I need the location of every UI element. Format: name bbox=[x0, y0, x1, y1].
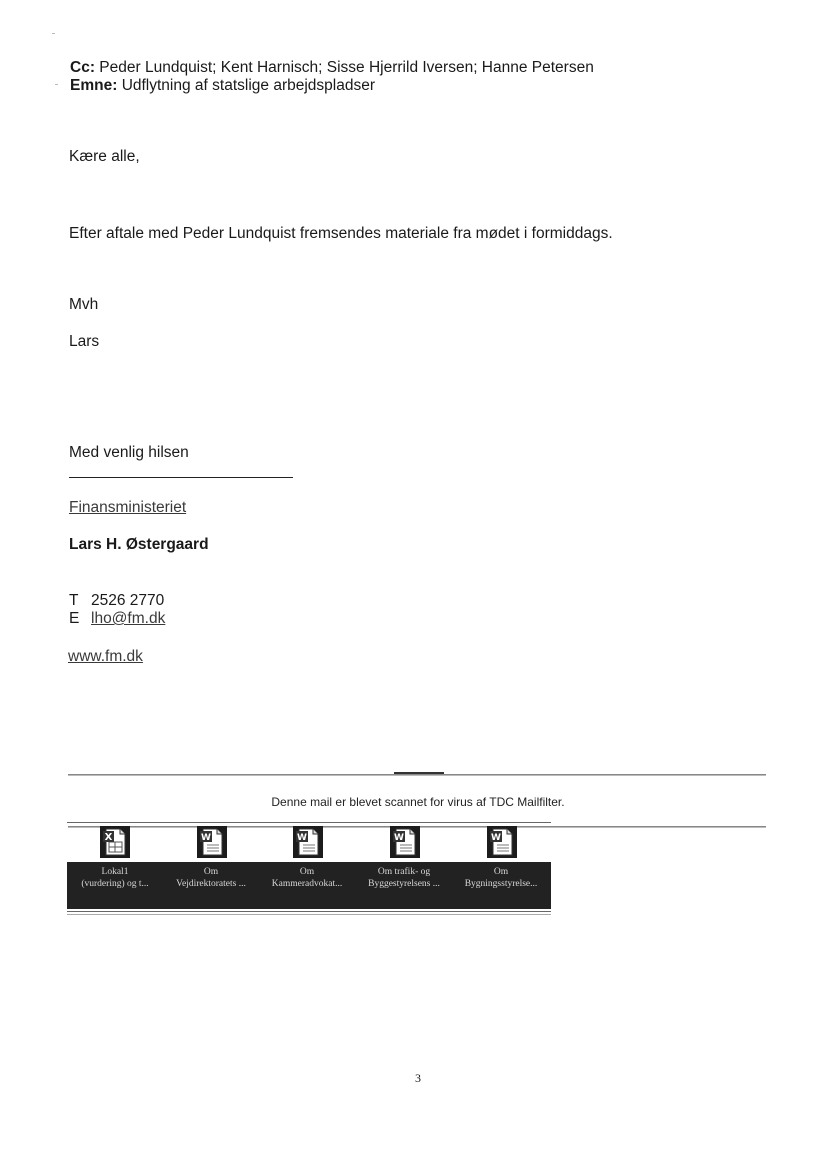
organization-link[interactable]: Finansministeriet bbox=[69, 499, 187, 516]
attachment-label-line2: Bygningsstyrelse... bbox=[464, 879, 538, 889]
attachment-label[interactable] bbox=[67, 866, 163, 890]
footer-rule-accent bbox=[394, 772, 444, 774]
scan-mark bbox=[52, 33, 55, 34]
signature-regards: Med venlig hilsen bbox=[69, 444, 189, 461]
page-number: 3 bbox=[415, 1071, 421, 1085]
word-file-icon[interactable] bbox=[197, 826, 227, 858]
attachment-label[interactable] bbox=[163, 866, 259, 890]
footer-rule-top bbox=[68, 774, 766, 776]
closing: Mvh bbox=[69, 296, 99, 313]
attachment-label[interactable] bbox=[356, 866, 452, 890]
cc-line bbox=[70, 59, 594, 77]
subject-label: Emne: bbox=[70, 77, 118, 94]
phone-number: 2526 2770 bbox=[91, 592, 165, 609]
email-link[interactable]: lho@fm.dk bbox=[91, 610, 166, 627]
attachments-bottom-border bbox=[67, 914, 551, 915]
attachment-label-line2: Vejdirektoratets ... bbox=[176, 879, 246, 889]
greeting: Kære alle, bbox=[69, 148, 140, 165]
virus-notice: Denne mail er blevet scannet for virus af TDC Mailfilter. bbox=[271, 795, 565, 809]
attachment-label-line1: Om bbox=[299, 867, 315, 877]
attachments-top-border bbox=[67, 822, 551, 823]
attachment-label-line2: Byggestyrelsens ... bbox=[368, 879, 440, 889]
word-file-icon[interactable] bbox=[293, 826, 323, 858]
subject-line bbox=[70, 77, 375, 95]
cc-label: Cc: bbox=[70, 59, 95, 76]
svg-text:W: W bbox=[394, 833, 404, 843]
attachments-bottom-border bbox=[67, 911, 551, 912]
svg-text:X: X bbox=[104, 832, 113, 843]
subject-value: Udflytning af statslige arbejdspladser bbox=[121, 77, 375, 94]
word-file-icon[interactable] bbox=[390, 826, 420, 858]
phone-label: T bbox=[69, 592, 79, 609]
message-body: Efter aftale med Peder Lundquist fremsendes materiale fra mødet i formiddags. bbox=[69, 225, 613, 242]
email-row bbox=[69, 610, 165, 628]
sender-first-name: Lars bbox=[69, 333, 100, 350]
attachment-label[interactable] bbox=[453, 866, 549, 890]
cc-value: Peder Lundquist; Kent Harnisch; Sisse Hjerrild Iversen; Hanne Petersen bbox=[99, 59, 594, 76]
word-file-icon[interactable] bbox=[487, 826, 517, 858]
attachment-label-line1: Om trafik- og bbox=[377, 867, 431, 877]
attachment-label-line1: Om bbox=[493, 867, 509, 877]
attachment-label-line2: (vurdering) og t... bbox=[81, 879, 149, 889]
svg-text:W: W bbox=[491, 833, 501, 843]
phone-row bbox=[69, 592, 164, 610]
attachment-label-line1: Om bbox=[203, 867, 219, 877]
attachment-label-line1: Lokal1 bbox=[101, 867, 129, 877]
scan-mark bbox=[55, 84, 58, 85]
attachment-label[interactable] bbox=[259, 866, 355, 890]
website-link[interactable]: www.fm.dk bbox=[68, 648, 143, 665]
svg-text:W: W bbox=[297, 833, 307, 843]
svg-text:W: W bbox=[201, 833, 211, 843]
attachment-label-line2: Kammeradvokat... bbox=[271, 879, 343, 889]
signature-divider bbox=[69, 477, 293, 478]
signature-name: Lars H. Østergaard bbox=[69, 536, 209, 553]
excel-file-icon[interactable] bbox=[100, 826, 130, 858]
email-label: E bbox=[69, 610, 80, 627]
